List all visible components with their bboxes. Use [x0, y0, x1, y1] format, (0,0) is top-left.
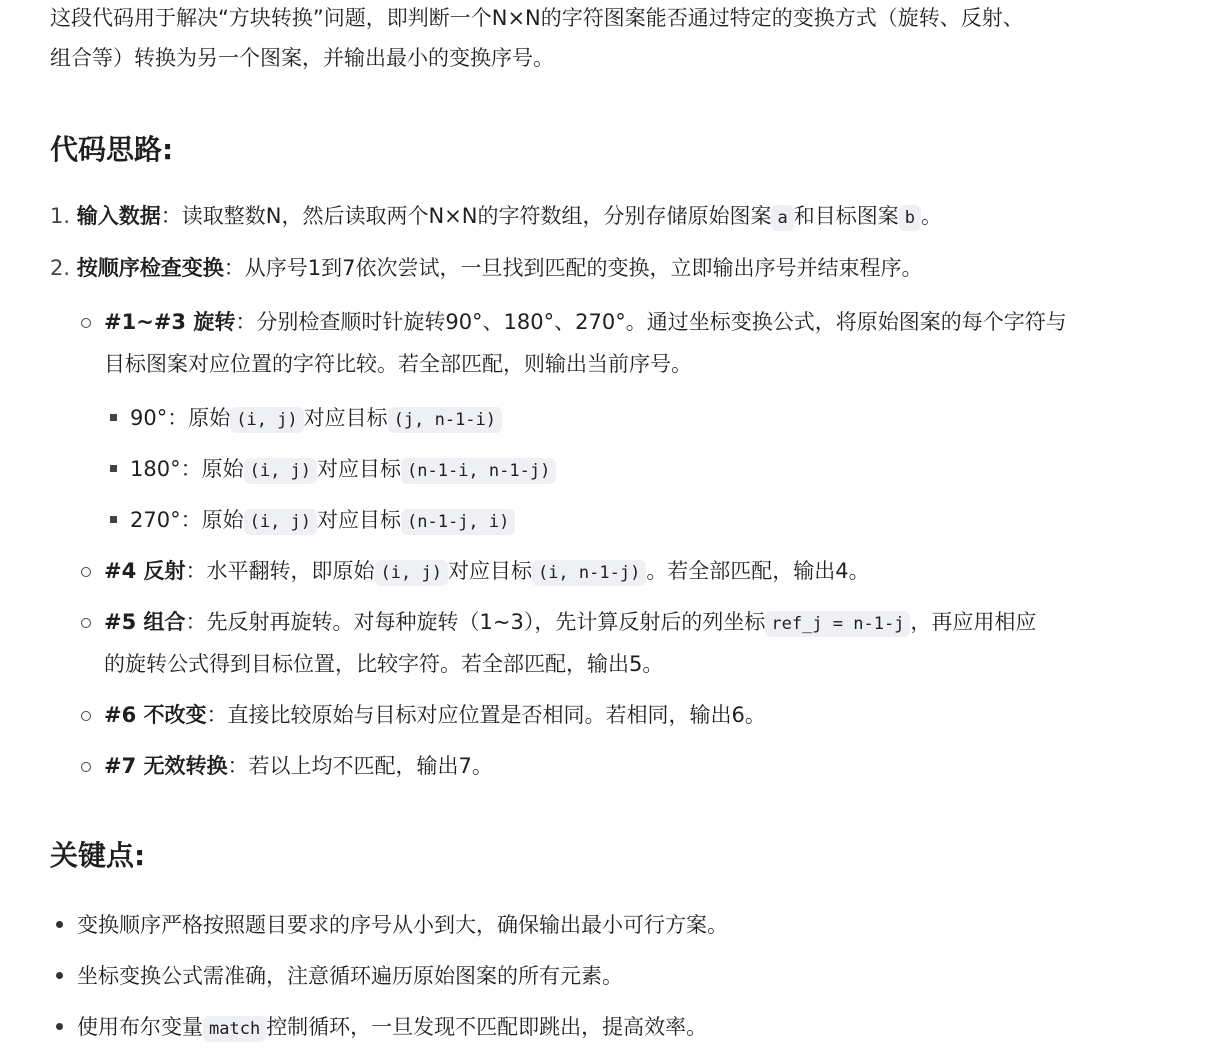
sub-item-text: 对应目标 [447, 559, 532, 583]
rotation-270 [130, 500, 515, 542]
rotation-text: 对应目标 [303, 406, 388, 430]
sub-item-no-change [104, 695, 766, 735]
sub-item-text: ：水平翻转，即原始 [185, 559, 375, 583]
list-item-text: 。 [920, 204, 942, 228]
sub-item-title: #4 反射 [104, 559, 186, 583]
sub-item-text: ：先反射再旋转。对每种旋转（1~3），先计算反射后的列坐标 [185, 610, 766, 634]
inline-code: (i, j) [230, 407, 303, 433]
list-item-input [50, 196, 942, 238]
rotation-label: 90°：原始 [130, 406, 231, 430]
sub-item-title: #5 组合 [104, 610, 186, 634]
dot-bullet-icon [56, 972, 63, 979]
list-number: 1. [50, 204, 71, 228]
list-item-check-order [50, 248, 922, 288]
sub-item-reflect [104, 551, 870, 593]
square-bullet-icon [110, 516, 117, 523]
circle-bullet-icon [81, 618, 91, 628]
circle-bullet-icon [81, 567, 91, 577]
key-point-formula: 坐标变换公式需准确，注意循环遍历原始图案的所有元素。 [77, 964, 623, 988]
inline-code: (n-1-i, n-1-j) [401, 458, 556, 484]
square-bullet-icon [110, 465, 117, 472]
sub-item-text: ，再应用相应 [910, 610, 1037, 634]
dot-bullet-icon [56, 1023, 63, 1030]
circle-bullet-icon [81, 762, 91, 772]
section-heading-approach: 代码思路: [50, 133, 174, 166]
inline-code: b [899, 205, 921, 231]
intro-line-1: 这段代码用于解决“方块转换”问题，即判断一个N×N的字符图案能否通过特定的变换方式（旋转、反射、 [50, 6, 1024, 30]
list-item-text: ：从序号1到7依次尝试，一旦找到匹配的变换，立即输出序号并结束程序。 [223, 256, 923, 280]
list-item-title: 按顺序检查变换 [76, 256, 224, 280]
inline-code: (i, j) [375, 560, 448, 586]
inline-code: (i, j) [244, 458, 317, 484]
inline-code: (j, n-1-i) [388, 407, 502, 433]
square-bullet-icon [110, 414, 117, 421]
rotation-label: 270°：原始 [130, 508, 244, 532]
list-item-title: 输入数据 [76, 204, 161, 228]
circle-bullet-icon [81, 711, 91, 721]
list-item-text: ：读取整数N，然后读取两个N×N的字符数组，分别存储原始图案 [160, 204, 772, 228]
sub-item-combo-line-2: 的旋转公式得到目标位置，比较字符。若全部匹配，输出5。 [104, 652, 664, 676]
sub-item-invalid [104, 746, 493, 786]
sub-item-text: ：若以上均不匹配，输出7。 [227, 754, 493, 778]
sub-item-text: ：直接比较原始与目标对应位置是否相同。若相同，输出6。 [206, 703, 766, 727]
sub-item-title: #7 无效转换 [104, 754, 228, 778]
intro-line-2: 组合等）转换为另一个图案，并输出最小的变换序号。 [50, 46, 554, 70]
sub-item-title: #6 不改变 [104, 703, 207, 727]
circle-bullet-icon [81, 318, 91, 328]
inline-code: ref_j = n-1-j [765, 611, 910, 637]
key-point-text: 控制循环，一旦发现不匹配即跳出，提高效率。 [266, 1015, 708, 1039]
rotation-text: 对应目标 [317, 457, 402, 481]
sub-item-combo [104, 602, 1036, 644]
list-number: 2. [50, 256, 71, 280]
key-point-order: 变换顺序严格按照题目要求的序号从小到大，确保输出最小可行方案。 [77, 913, 728, 937]
inline-code: (n-1-j, i) [401, 509, 515, 535]
inline-code: (i, n-1-j) [532, 560, 646, 586]
sub-item-text: 。若全部匹配，输出4。 [646, 559, 870, 583]
rotation-text: 对应目标 [317, 508, 402, 532]
sub-item-rotation-line-2: 目标图案对应位置的字符比较。若全部匹配，则输出当前序号。 [104, 352, 692, 376]
key-point-match [77, 1007, 707, 1049]
section-heading-key-points: 关键点: [50, 839, 146, 872]
inline-code: match [203, 1016, 266, 1042]
rotation-90 [130, 398, 502, 440]
list-item-text: 和目标图案 [793, 204, 899, 228]
sub-item-rotation [104, 302, 1067, 342]
inline-code: (i, j) [244, 509, 317, 535]
sub-item-text: ：分别检查顺时针旋转90°、180°、270°。通过坐标变换公式，将原始图案的每个字符与 [235, 310, 1067, 334]
dot-bullet-icon [56, 921, 63, 928]
rotation-180 [130, 449, 556, 491]
rotation-label: 180°：原始 [130, 457, 244, 481]
sub-item-title: #1~#3 旋转 [104, 310, 236, 334]
inline-code: a [771, 205, 793, 231]
key-point-text: 使用布尔变量 [77, 1015, 203, 1039]
